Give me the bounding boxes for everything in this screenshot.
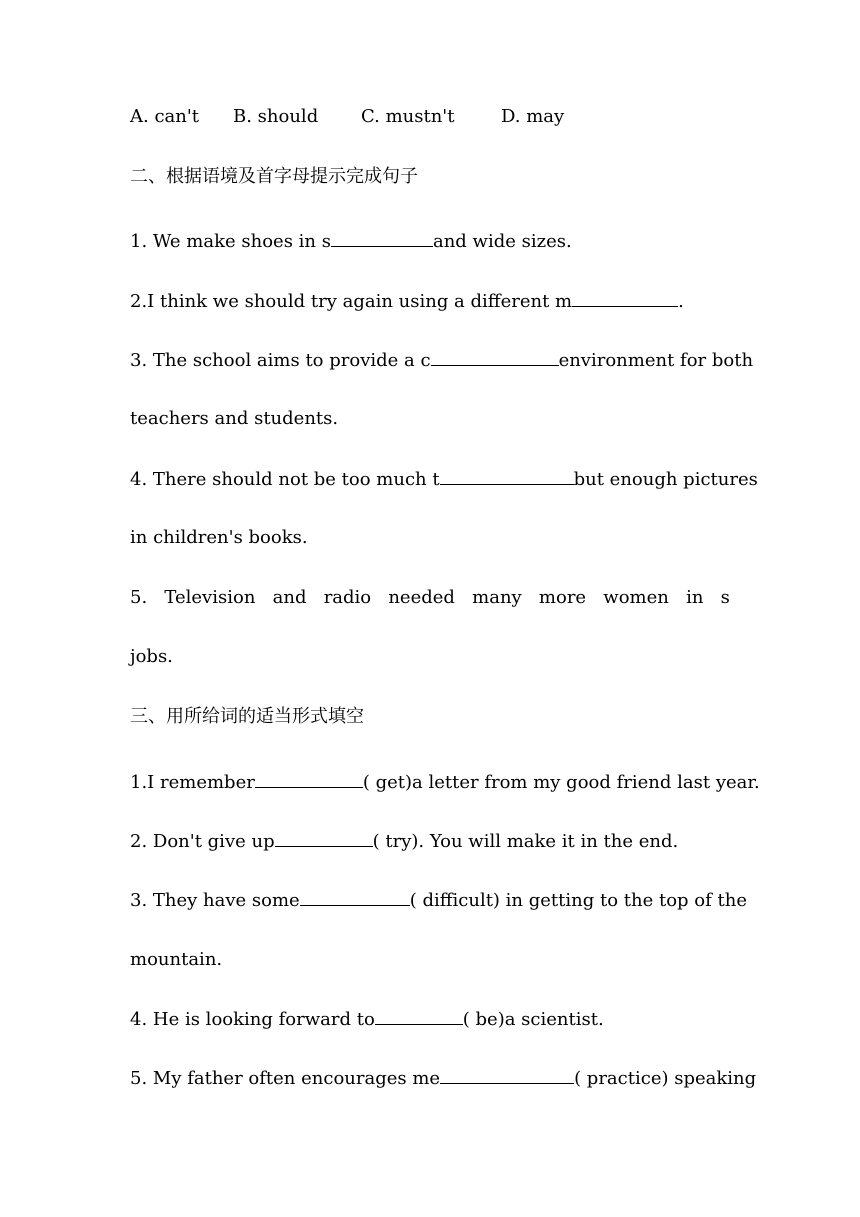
answer-blank[interactable] bbox=[440, 468, 574, 485]
question-text: environment for both bbox=[558, 350, 754, 371]
word: in bbox=[686, 587, 704, 608]
question-text: but enough pictures bbox=[573, 469, 758, 490]
word: women bbox=[603, 587, 669, 608]
question-text: and wide sizes. bbox=[432, 231, 572, 252]
question-text: 5. My father often encourages me bbox=[130, 1068, 441, 1089]
section-3-heading: 三、用所给词的适当形式填空 bbox=[130, 706, 364, 727]
answer-blank[interactable] bbox=[440, 1067, 574, 1084]
question-text: ( try). You will make it in the end. bbox=[372, 831, 679, 852]
word: radio bbox=[323, 587, 372, 608]
answer-blank[interactable] bbox=[375, 1008, 463, 1025]
answer-blank[interactable] bbox=[300, 889, 410, 906]
question-text: 2.I think we should try again using a different m bbox=[130, 291, 573, 312]
question-text: ( practice) speaking bbox=[574, 1068, 757, 1089]
word: s bbox=[720, 587, 730, 608]
s3-question-1 bbox=[130, 771, 760, 794]
s3-question-3-continued: mountain. bbox=[130, 949, 223, 970]
s3-question-5 bbox=[130, 1067, 757, 1090]
option-c: C. mustn't bbox=[361, 106, 455, 127]
question-text: . bbox=[678, 291, 684, 312]
s2-question-5 bbox=[130, 587, 730, 609]
word: and bbox=[272, 587, 307, 608]
s2-question-2 bbox=[130, 290, 684, 313]
section-2-heading: 二、根据语境及首字母提示完成句子 bbox=[130, 166, 418, 187]
question-text: ( be)a scientist. bbox=[462, 1009, 604, 1030]
question-text: 1. We make shoes in s bbox=[130, 231, 331, 252]
question-text: 4. There should not be too much t bbox=[130, 469, 440, 490]
option-d: D. may bbox=[501, 106, 565, 127]
word: needed bbox=[388, 587, 455, 608]
answer-blank[interactable] bbox=[255, 771, 363, 788]
word: 5. bbox=[130, 587, 148, 608]
word: Television bbox=[164, 587, 256, 608]
s3-question-4 bbox=[130, 1008, 604, 1031]
s2-question-4 bbox=[130, 468, 758, 491]
s2-question-1 bbox=[130, 230, 572, 253]
word: many bbox=[472, 587, 522, 608]
s2-question-4-continued: in children's books. bbox=[130, 527, 308, 548]
word: more bbox=[538, 587, 587, 608]
answer-blank[interactable] bbox=[431, 349, 559, 366]
s3-question-3 bbox=[130, 889, 747, 912]
question-text: 4. He is looking forward to bbox=[130, 1009, 375, 1030]
answer-options bbox=[130, 106, 564, 128]
s2-question-5-continued: jobs. bbox=[130, 646, 173, 667]
s2-question-3-continued: teachers and students. bbox=[130, 408, 339, 429]
s2-question-3 bbox=[130, 349, 754, 372]
question-text: 3. The school aims to provide a c bbox=[130, 350, 431, 371]
question-text: 1.I remember bbox=[130, 772, 255, 793]
option-a: A. can't bbox=[130, 106, 200, 127]
s3-question-2 bbox=[130, 830, 678, 853]
answer-blank[interactable] bbox=[572, 290, 678, 307]
question-text: ( get)a letter from my good friend last year. bbox=[362, 772, 760, 793]
question-text: ( difficult) in getting to the top of the bbox=[409, 890, 747, 911]
answer-blank[interactable] bbox=[275, 830, 373, 847]
option-b: B. should bbox=[233, 106, 319, 127]
answer-blank[interactable] bbox=[331, 230, 433, 247]
question-text: 2. Don't give up bbox=[130, 831, 275, 852]
question-text: 3. They have some bbox=[130, 890, 300, 911]
